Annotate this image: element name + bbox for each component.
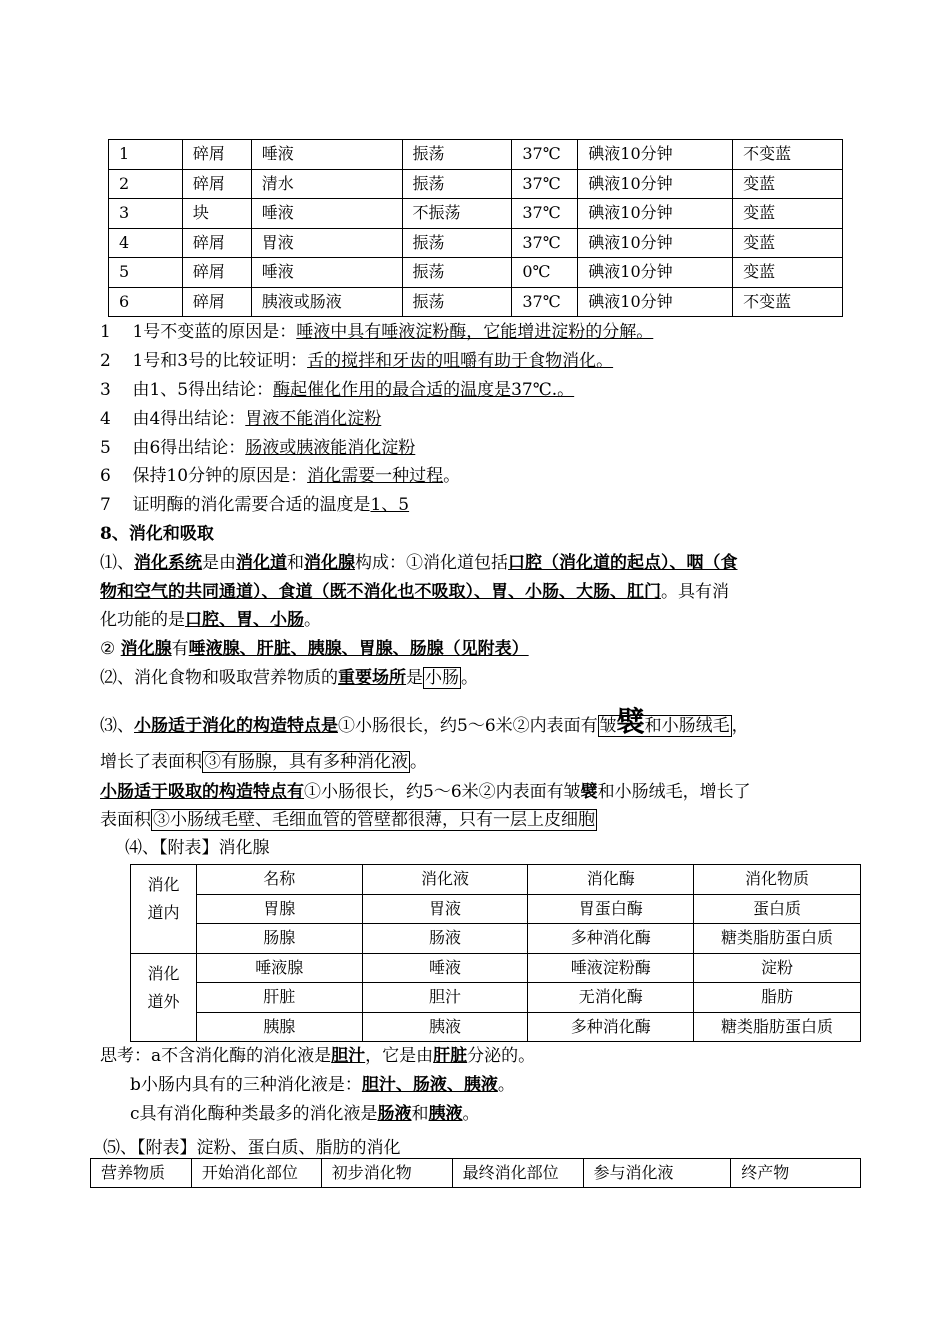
paragraph: 小肠适于吸取的构造特点有①小肠很长，约5～6米②内表面有皱襞和小肠绒毛，增长了	[100, 782, 751, 802]
paragraph: 物和空气的共同通道）、食道（既不消化也不吸取）、胃、小肠、大肠、肛门。具有消	[100, 582, 729, 602]
table-cell: 唾液淀粉酶	[528, 953, 694, 983]
conclusion-line: 1 1号不变蓝的原因是：唾液中具有唾液淀粉酶，它能增进淀粉的分解。	[100, 322, 654, 342]
paragraph: ⑶、小肠适于消化的构造特点是①小肠很长，约5～6米②内表面有 皱襞和小肠绒毛 ，	[100, 705, 749, 738]
group-label: 消化 道外	[131, 953, 197, 1042]
paragraph: 增长了表面积 ③有肠腺，具有多种消化液 。	[100, 752, 427, 772]
table-cell: 0℃	[512, 258, 578, 288]
table-cell: 变蓝	[733, 199, 843, 229]
table-cell: 胆汁	[362, 983, 528, 1013]
paragraph: 化功能的是口腔、胃、小肠。	[100, 610, 321, 630]
section-heading: 8、消化和吸取	[100, 524, 214, 544]
table-cell: 变蓝	[733, 258, 843, 288]
table-cell: 5	[109, 258, 183, 288]
table-row	[131, 1012, 861, 1042]
table-cell: 唾液	[362, 953, 528, 983]
header-cell: 终产物	[731, 1159, 861, 1188]
paragraph: ⑵、消化食物和吸取营养物质的重要场所是 小肠 。	[100, 668, 478, 688]
table-cell: 碎屑	[182, 169, 251, 199]
table-cell: 振荡	[402, 169, 512, 199]
table-cell: 胃腺	[196, 894, 362, 924]
table-cell: 脂肪	[694, 983, 861, 1013]
table-cell: 碘液10分钟	[578, 140, 733, 170]
conclusion-line: 7 证明酶的消化需要合适的温度是1、5	[100, 495, 410, 515]
table-cell: 胃蛋白酶	[528, 894, 694, 924]
table-cell: 碘液10分钟	[578, 287, 733, 317]
thinking-a: 思考：a不含消化酶的消化液是胆汁，它是由肝脏分泌的。	[100, 1046, 536, 1066]
table-cell: 振荡	[402, 258, 512, 288]
table-row	[109, 258, 843, 288]
conclusion-line: 3 由1、5得出结论：酶起催化作用的最合适的温度是37℃.。	[100, 380, 575, 400]
table-cell: 唾液	[251, 140, 402, 170]
table-row	[109, 199, 843, 229]
conclusion-line: 5 由6得出结论：肠液或胰液能消化淀粉	[100, 438, 416, 458]
table-cell: 4	[109, 228, 183, 258]
table-cell: 唾液	[251, 258, 402, 288]
table-header-row	[91, 1159, 861, 1188]
table-cell: 清水	[251, 169, 402, 199]
header-cell: 初步消化物	[321, 1159, 452, 1188]
table-cell: 变蓝	[733, 169, 843, 199]
table-cell: 糖类脂肪蛋白质	[694, 924, 861, 954]
header-cell: 消化物质	[694, 865, 861, 895]
table-cell: 糖类脂肪蛋白质	[694, 1012, 861, 1042]
gland-table	[130, 864, 861, 1042]
paragraph: ⑴、消化系统是由消化道和消化腺构成：①消化道包括口腔（消化道的起点）、咽（食	[100, 553, 738, 573]
paragraph: 表面积 ③小肠绒毛壁、毛细血管的管壁都很薄，只有一层上皮细胞	[100, 810, 595, 830]
table-cell: 胰液	[362, 1012, 528, 1042]
table-cell: 肠腺	[196, 924, 362, 954]
table-cell: 振荡	[402, 228, 512, 258]
table-cell: 碎屑	[182, 140, 251, 170]
header-cell: 名称	[196, 865, 362, 895]
table-cell: 胰液或肠液	[251, 287, 402, 317]
table-cell: 碘液10分钟	[578, 258, 733, 288]
table-cell: 37℃	[512, 287, 578, 317]
table-cell: 2	[109, 169, 183, 199]
table-cell: 37℃	[512, 169, 578, 199]
table-cell: 碎屑	[182, 258, 251, 288]
table-row	[109, 140, 843, 170]
table-cell: 肝脏	[196, 983, 362, 1013]
table-row	[131, 924, 861, 954]
table-row	[109, 169, 843, 199]
table-cell: 蛋白质	[694, 894, 861, 924]
table-row	[131, 894, 861, 924]
experiment-table	[108, 139, 843, 317]
header-cell: 开始消化部位	[191, 1159, 321, 1188]
table-cell: 淀粉	[694, 953, 861, 983]
table-cell: 胃液	[362, 894, 528, 924]
thinking-c: c具有消化酶种类最多的消化液是肠液和胰液。	[130, 1104, 480, 1124]
conclusion-line: 6 保持10分钟的原因是：消化需要一种过程。	[100, 466, 461, 486]
table-cell: 碎屑	[182, 287, 251, 317]
table-cell: 振荡	[402, 287, 512, 317]
table-cell: 块	[182, 199, 251, 229]
table-cell: 胃液	[251, 228, 402, 258]
table-cell: 3	[109, 199, 183, 229]
paragraph: ② 消化腺有唾液腺、肝脏、胰腺、胃腺、肠腺（见附表）	[100, 639, 529, 659]
table-cell: 碎屑	[182, 228, 251, 258]
table-cell: 胰腺	[196, 1012, 362, 1042]
table-cell: 多种消化酶	[528, 924, 694, 954]
table-row	[109, 228, 843, 258]
table-cell: 37℃	[512, 199, 578, 229]
table-cell: 碘液10分钟	[578, 169, 733, 199]
table-cell: 无消化酶	[528, 983, 694, 1013]
header-cell: 营养物质	[91, 1159, 192, 1188]
table-cell: 多种消化酶	[528, 1012, 694, 1042]
conclusion-line: 4 由4得出结论：胃液不能消化淀粉	[100, 409, 382, 429]
conclusion-line: 2 1号和3号的比较证明：舌的搅拌和牙齿的咀嚼有助于食物消化。	[100, 351, 614, 371]
header-cell: 最终消化部位	[452, 1159, 583, 1188]
table-caption: ⑷、【附表】消化腺	[125, 838, 270, 858]
header-cell: 消化酶	[528, 865, 694, 895]
table-cell: 肠液	[362, 924, 528, 954]
table-row	[131, 983, 861, 1013]
table-cell: 碘液10分钟	[578, 228, 733, 258]
table-cell: 唾液	[251, 199, 402, 229]
table-cell: 1	[109, 140, 183, 170]
thinking-b: b小肠内具有的三种消化液是：胆汁、肠液、胰液。	[130, 1075, 515, 1095]
table-caption: ⑸、【附表】淀粉、蛋白质、脂肪的消化	[103, 1138, 401, 1158]
nutrient-table	[90, 1158, 861, 1188]
header-cell: 参与消化液	[583, 1159, 731, 1188]
table-cell: 6	[109, 287, 183, 317]
table-row	[109, 287, 843, 317]
header-cell: 消化液	[362, 865, 528, 895]
table-cell: 37℃	[512, 140, 578, 170]
table-cell: 不振荡	[402, 199, 512, 229]
table-cell: 变蓝	[733, 228, 843, 258]
table-cell: 振荡	[402, 140, 512, 170]
group-label: 消化 道内	[131, 865, 197, 954]
table-cell: 唾液腺	[196, 953, 362, 983]
table-cell: 碘液10分钟	[578, 199, 733, 229]
table-cell: 37℃	[512, 228, 578, 258]
table-cell: 不变蓝	[733, 287, 843, 317]
table-cell: 不变蓝	[733, 140, 843, 170]
